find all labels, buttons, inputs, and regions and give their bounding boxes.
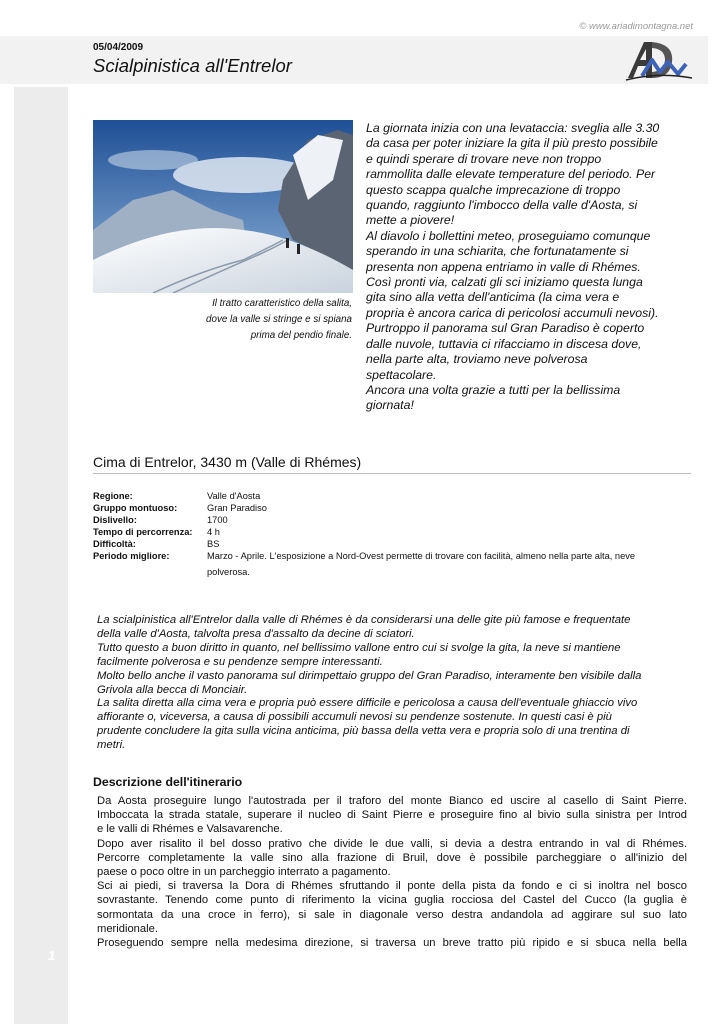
story-line: nella parte alta, troviamo neve polverosa bbox=[366, 352, 588, 367]
itinerary-text bbox=[97, 794, 687, 950]
story-line: Purtroppo il panorama sul Gran Paradiso è coperto bbox=[366, 321, 645, 336]
intro-line: affiorante o, viceversa, a causa di possibili accumuli nevosi su pendenze sostenute. In questi casi è più bbox=[97, 711, 612, 724]
story-line: rammollita dalle elevate temperature del periodo. Per bbox=[366, 167, 656, 182]
ski-touring-photo bbox=[93, 120, 353, 293]
story-line: giornata! bbox=[366, 398, 414, 413]
story-line: propria è ancora carica di pericolosi accumuli nevosi). bbox=[366, 305, 659, 320]
spec-key: Tempo di percorrenza: bbox=[93, 527, 193, 537]
itinerary-line: Dopo aver risalito il bel dosso prativo che divide le due valli, si devia a destra entrando in val di Rhémes. bbox=[97, 837, 687, 850]
trip-story bbox=[366, 121, 691, 414]
report-date: 05/04/2009 bbox=[93, 42, 144, 53]
story-line: quando, raggiunto l'imbocco della valle d'Aosta, si bbox=[366, 198, 638, 213]
itinerary-heading: Descrizione dell'itinerario bbox=[93, 775, 243, 789]
intro-line: Tutto questo a buon diritto in quanto, nel bellissimo vallone entro cui si svolge la gita, la neve si mantiene bbox=[97, 641, 621, 654]
caption-line: dove la valle si stringe e si spiana bbox=[206, 314, 352, 325]
intro-line: Grivola alla becca di Monciair. bbox=[97, 683, 248, 696]
story-line: e quindi sperare di trovare neve non troppo bbox=[366, 151, 602, 166]
spec-value: Gran Paradiso bbox=[207, 503, 267, 513]
story-line: questo scappa qualche imprecazione di troppo bbox=[366, 182, 621, 197]
spec-value: BS bbox=[207, 539, 220, 549]
story-line: da casa per poter iniziare la gita il più presto possibile bbox=[366, 136, 658, 151]
itinerary-line: Sci ai piedi, si traversa la Dora di Rhémes sfruttando il ponte della pista da fondo e ci si inoltra nel bosco bbox=[97, 880, 687, 893]
copyright-text: © www.ariadimontagna.net bbox=[579, 21, 693, 32]
itinerary-line: sormontata da una croce in ferro), si sale in diagonale verso destra andandola ad aggirare sul suo lato bbox=[97, 908, 687, 921]
story-line: presenta non appena entriamo in valle di Rhémes. bbox=[366, 259, 641, 274]
story-line: Ancora una volta grazie a tutti per la bellissima bbox=[366, 382, 621, 397]
page-title: Scialpinistica all'Entrelor bbox=[93, 55, 292, 76]
story-line: sperando in una schiarita, che fortunatamente si bbox=[366, 244, 629, 259]
itinerary-line: e le valli di Rhémes e Valsavarenche. bbox=[97, 823, 283, 836]
peak-title: Cima di Entrelor, 3430 m (Valle di Rhémes) bbox=[93, 454, 362, 470]
spec-value: polverosa. bbox=[207, 567, 250, 577]
spec-key: Regione: bbox=[93, 491, 133, 501]
page-number: 1 bbox=[48, 948, 56, 963]
intro-line: prudente concludere la gita sulla vicina anticima, più bassa della vetta vera e propria solo di una trentina di bbox=[97, 725, 630, 738]
itinerary-line: Imboccata la strada statale, superare il nucleo di Saint Pierre e proseguire fino al bivio sulla sinistra per Introd bbox=[97, 809, 687, 822]
spec-key: Difficoltà: bbox=[93, 539, 136, 549]
story-line: dalle nuvole, tuttavia ci rifacciamo in discesa dove, bbox=[366, 336, 642, 351]
itinerary-line: Da Aosta proseguire lungo l'autostrada per il traforo del monte Bianco ed uscire al casello di Saint Pierre. bbox=[97, 795, 687, 807]
intro-line: metri. bbox=[97, 739, 126, 752]
route-intro bbox=[97, 614, 697, 753]
story-line: Così pronti via, calzati gli sci iniziamo questa lunga bbox=[366, 275, 643, 290]
itinerary-line: sovrastante. Tenendo come punto di riferimento la vicina guglia rocciosa del Castel del Cucco (la guglia è bbox=[97, 894, 687, 907]
spec-value: 4 h bbox=[207, 527, 220, 537]
story-line: mette a piovere! bbox=[366, 213, 455, 228]
intro-line: La salita diretta alla cima vera e propria può essere difficile e pericolosa a causa dell'eventuale ghiaccio vivo bbox=[97, 697, 638, 710]
intro-line: della valle d'Aosta, talvolta presa d'assalto da decine di sciatori. bbox=[97, 627, 415, 640]
caption-line: prima del pendio finale. bbox=[250, 330, 352, 341]
photo-caption bbox=[160, 296, 352, 344]
story-line: gita sino alla vetta dell'anticima (la cima vera e bbox=[366, 290, 620, 305]
intro-line: Molto bello anche il vasto panorama sul dirimpettaio gruppo del Gran Paradiso, interamente ben visibile dalla bbox=[97, 669, 642, 682]
intro-line: facilmente polverosa e su pendenze sempre interessanti. bbox=[97, 655, 383, 668]
spec-value: 1700 bbox=[207, 515, 228, 525]
itinerary-line: paese o poco oltre in un parcheggio interrato a pagamento. bbox=[97, 866, 391, 879]
spec-key: Dislivello: bbox=[93, 515, 137, 525]
story-line: spettacolare. bbox=[366, 367, 437, 382]
itinerary-line: Percorre completamente la valle sino alla frazione di Bruil, dove è possibile parcheggiare o all'inizio del bbox=[97, 851, 687, 864]
divider bbox=[93, 473, 691, 474]
spec-value: Marzo - Aprile. L'esposizione a Nord-Ovest permette di trovare con facilità, almeno nella parte alta, neve bbox=[207, 551, 636, 561]
spec-key: Periodo migliore: bbox=[93, 551, 170, 561]
caption-line: Il tratto caratteristico della salita, bbox=[212, 298, 352, 309]
left-sidebar bbox=[14, 87, 68, 1024]
adm-logo-icon bbox=[622, 38, 694, 84]
spec-key: Gruppo montuoso: bbox=[93, 503, 178, 513]
intro-line: La scialpinistica all'Entrelor dalla valle di Rhémes è da considerarsi una delle gite più famose e frequentate bbox=[97, 614, 631, 626]
story-line: Al diavolo i bollettini meteo, proseguiamo comunque bbox=[366, 228, 651, 243]
spec-value: Valle d'Aosta bbox=[207, 491, 261, 501]
header-left-band bbox=[0, 36, 68, 84]
itinerary-line: Proseguendo sempre nella medesima direzione, si traversa un breve tratto più ripido e si sbuca nella bella bbox=[97, 937, 687, 950]
itinerary-line: meridionale. bbox=[97, 922, 158, 935]
story-line: La giornata inizia con una levataccia: sveglia alle 3.30 bbox=[366, 121, 660, 135]
